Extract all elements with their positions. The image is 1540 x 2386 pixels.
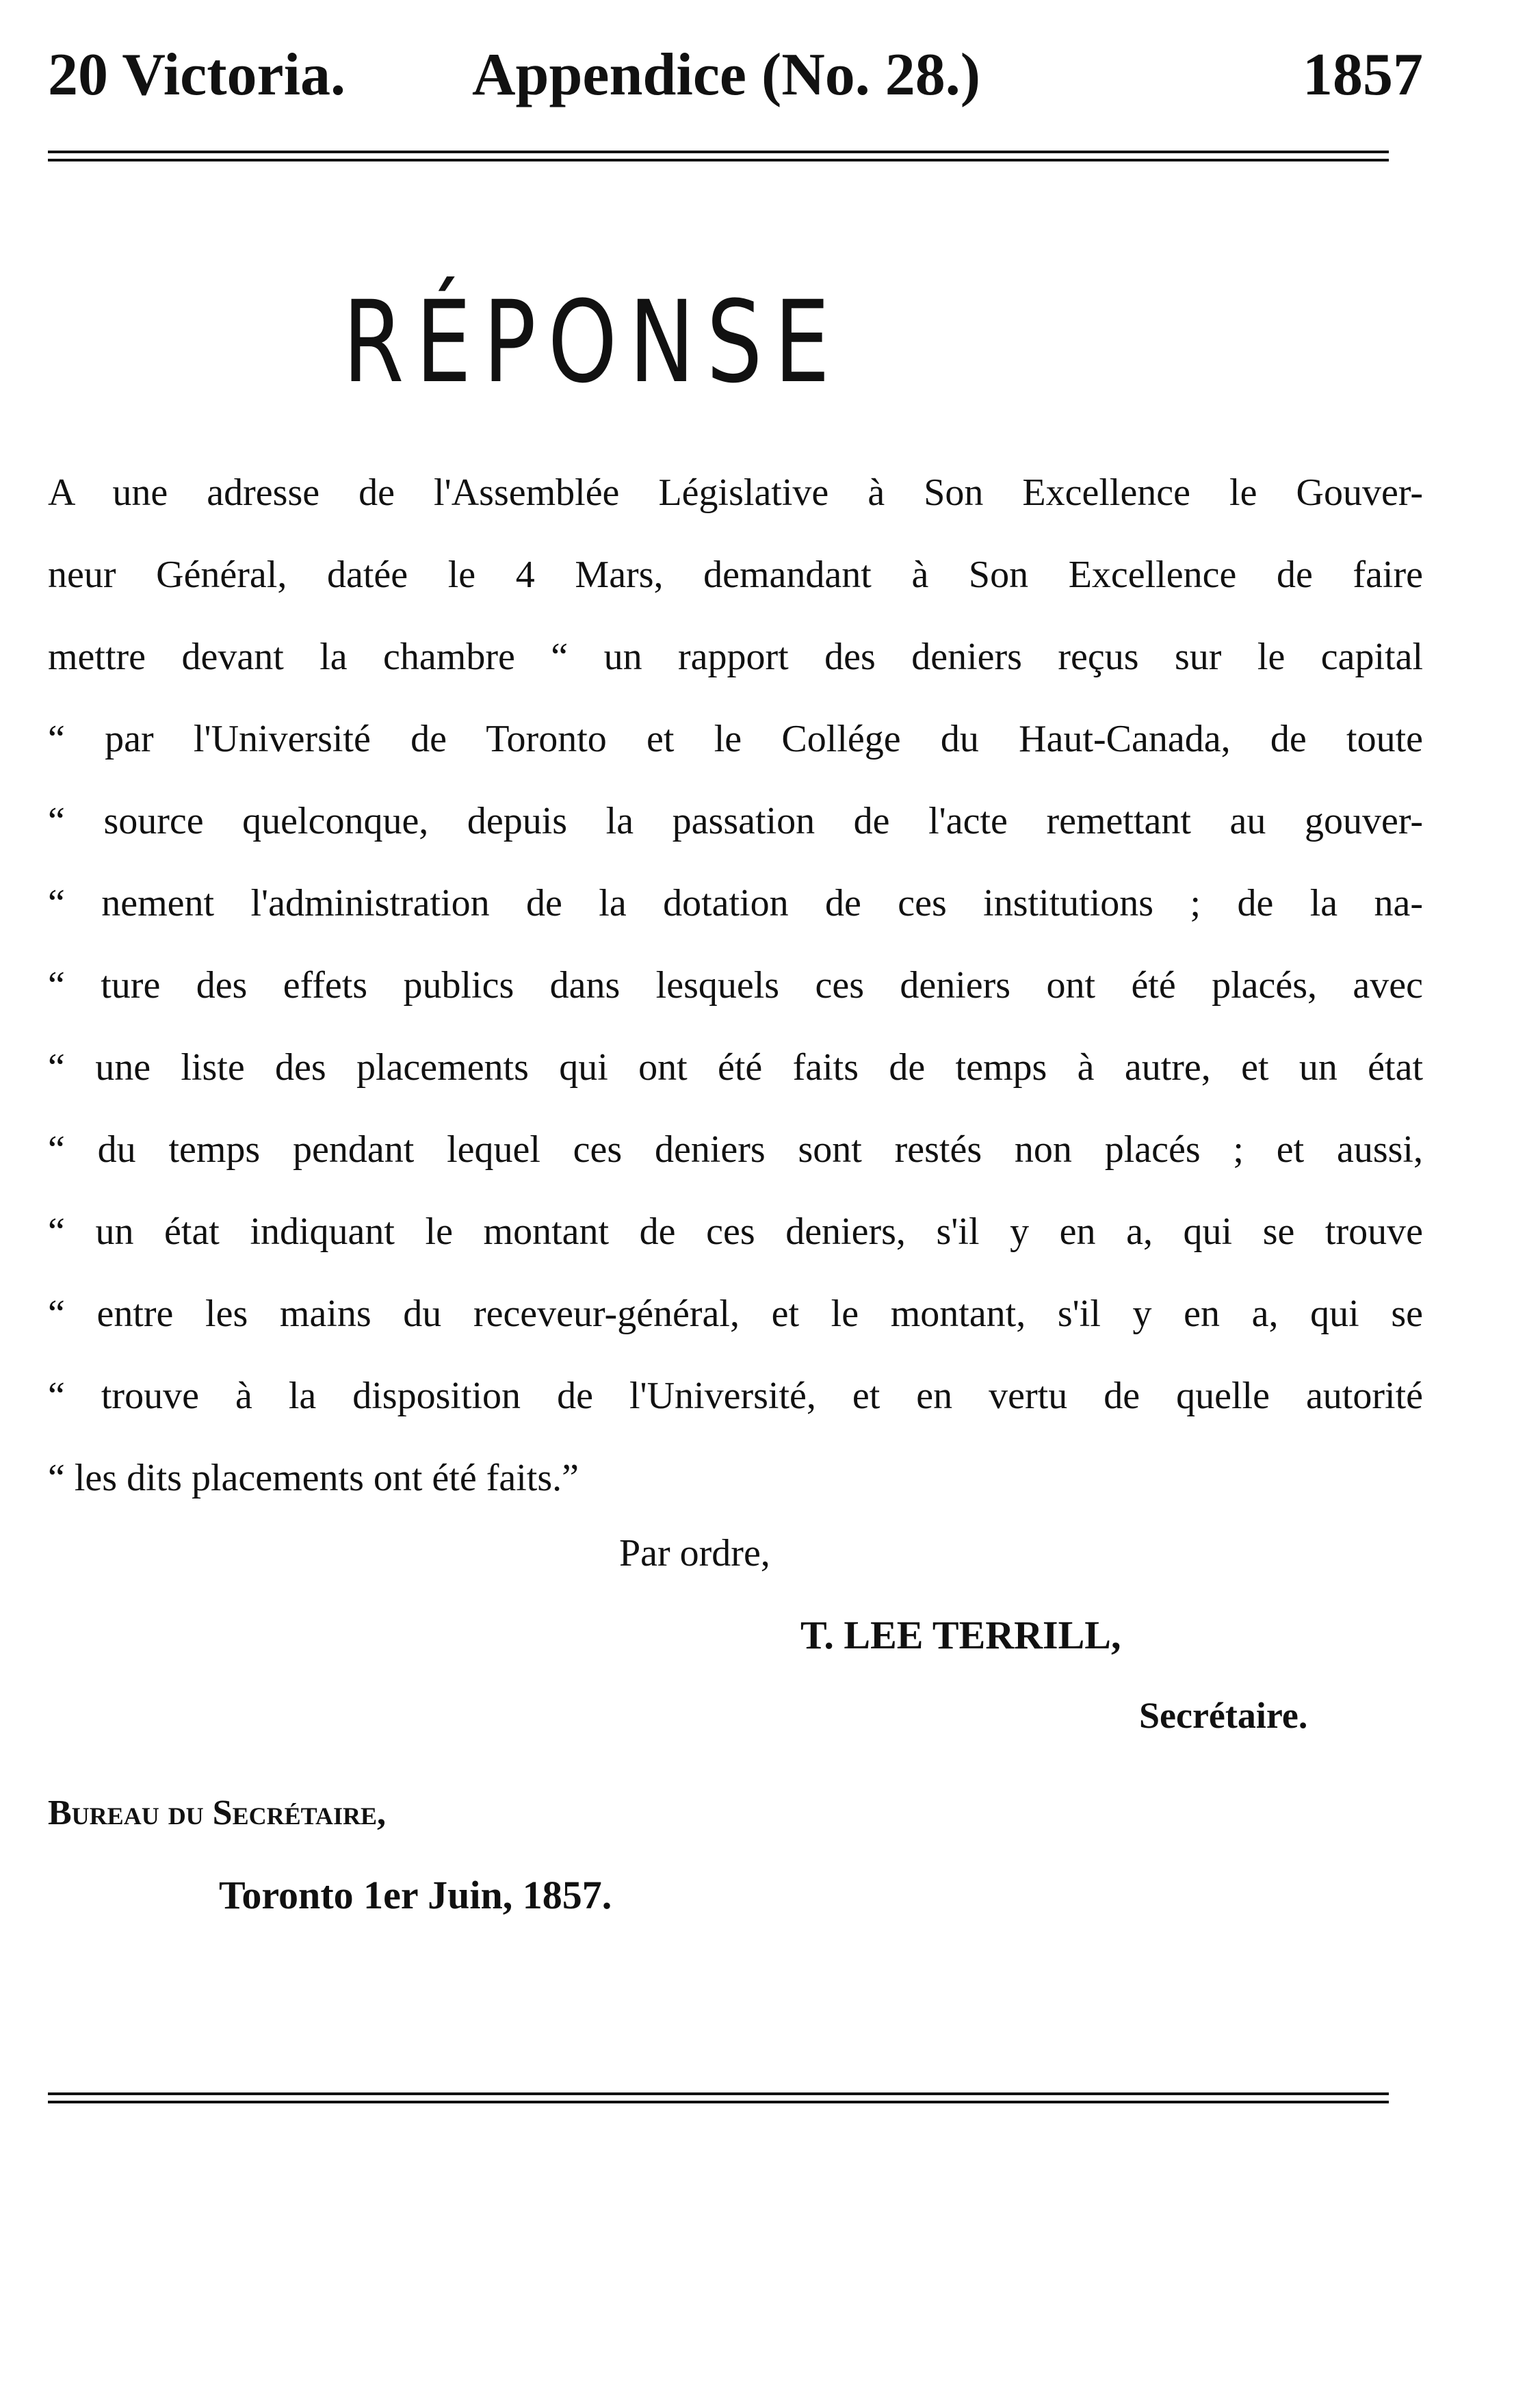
document-date: Toronto 1er Juin, 1857. <box>219 1873 612 1917</box>
issuing-office: Bureau du Secrétaire, <box>48 1793 386 1832</box>
body-paragraph <box>48 452 1423 1519</box>
body-line: “ les dits placements ont été faits.” <box>48 1457 579 1499</box>
header-divider <box>48 151 1389 161</box>
body-line: “ par l'Université de Toronto et le Collége du Haut-Canada, de toute <box>48 718 1423 760</box>
body-line: “ du temps pendant lequel ces deniers sont restés non placés ; et aussi, <box>48 1128 1423 1171</box>
body-line: A une adresse de l'Assemblée Législative à Son Excellence le Gouver- <box>48 471 1423 514</box>
document-title: RÉPONSE <box>342 276 842 408</box>
body-line: “ nement l'administration de la dotation de ces institutions ; de la na- <box>48 882 1423 924</box>
body-line: “ une liste des placements qui ont été faits de temps à autre, et un état <box>48 1046 1423 1089</box>
body-line: neur Général, datée le 4 Mars, demandant à Son Excellence de faire <box>48 554 1423 596</box>
body-line: “ un état indiquant le montant de ces deniers, s'il y en a, qui se trouve <box>48 1210 1423 1253</box>
header-year: 1857 <box>1303 42 1423 108</box>
page-header <box>48 38 1423 113</box>
body-line: “ source quelconque, depuis la passation de l'acte remettant au gouver- <box>48 800 1423 842</box>
footer-divider <box>48 2092 1389 2103</box>
body-line: “ entre les mains du receveur-général, et le montant, s'il y en a, qui se <box>48 1293 1423 1335</box>
body-line: “ ture des effets publics dans lesquels ces deniers ont été placés, avec <box>48 964 1423 1007</box>
header-session: 20 Victoria. <box>48 42 346 108</box>
body-line: mettre devant la chambre “ un rapport des deniers reçus sur le capital <box>48 636 1423 678</box>
signatory-name: T. LEE TERRILL, <box>800 1613 1121 1657</box>
header-appendix: Appendice (No. 28.) <box>472 42 981 108</box>
body-line: “ trouve à la disposition de l'Université, et en vertu de quelle autorité <box>48 1375 1423 1417</box>
closing-phrase: Par ordre, <box>619 1532 770 1574</box>
signatory-title: Secrétaire. <box>1139 1695 1308 1736</box>
